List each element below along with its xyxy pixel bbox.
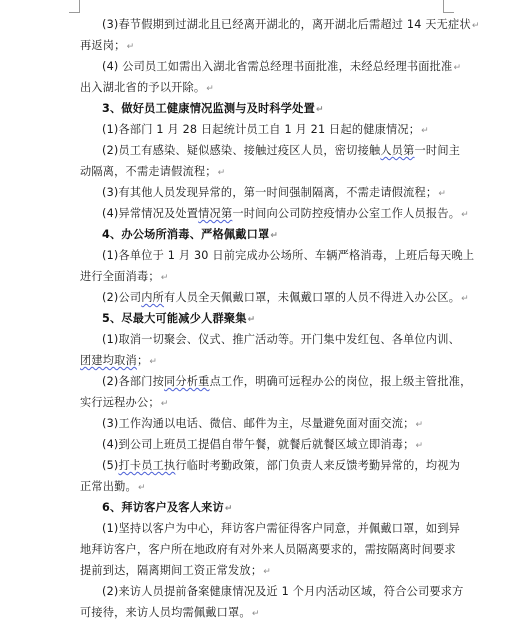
paragraph-mark-icon: ↵ [270,231,279,241]
paragraph-line: (3)工作沟通以电话、微信、邮件为主，尽量避免面对面交流；↵ [102,417,424,430]
paragraph-mark-icon: ↵ [438,189,447,199]
paragraph-line: 正常出勤。↵ [80,480,146,493]
document-body[interactable] [80,14,480,623]
paragraph-line: (2)各部门按同分析重点工作，明确可远程办公的岗位，报上级主管批准， [102,375,472,388]
paragraph-line: (4)异常情况及处置情况第一时间向公司防控疫情办公室工作人员报告。↵ [102,207,469,220]
paragraph-mark-icon: ↵ [149,357,158,367]
paragraph-mark-icon: ↵ [461,210,469,220]
paragraph-line: 进行全面消毒；↵ [80,270,169,283]
paragraph-line: (1)坚持以客户为中心，拜访客户需征得客户同意，并佩戴口罩，如到异 [102,522,461,535]
page-corner-mark-top-left [69,0,80,13]
paragraph-line: (3)有其他人员发现异常的，第一时间强制隔离，不需走请假流程；↵ [102,186,447,199]
page-corner-mark-top-right [443,0,454,13]
paragraph-line: 实行远程办公；↵ [80,396,169,409]
paragraph-line: 团建均取消；↵ [80,354,158,367]
paragraph-line: (1)取消一切聚会、仪式、推广活动等。开门集中发红包、各单位内训、 [102,333,461,346]
paragraph-line: (4)到公司上班员工提倡自带午餐，就餐后就餐区域立即消毒；↵ [102,438,424,451]
paragraph-mark-icon: ↵ [415,441,424,451]
paragraph-line: (2)公司内所有人员全天佩戴口罩，未佩戴口罩的人员不得进入办公区。↵ [102,291,469,304]
paragraph-line: (1)各部门 1 月 28 日起统计员工自 1 月 21 日起的健康情况；↵ [102,123,429,136]
paragraph-mark-icon: ↵ [471,21,480,31]
paragraph-mark-icon: ↵ [453,63,462,73]
section-heading: 3、做好员工健康情况监测与及时科学处置↵ [102,102,324,115]
paragraph-line: 提前到达，隔离期间工资正常发放；↵ [80,564,271,577]
paragraph-line: (4) 公司员工如需出入湖北省需总经理书面批准，未经总经理书面批准↵ [102,60,462,73]
paragraph-line: 可接待，来访人员均需佩戴口罩。↵ [80,606,260,619]
paragraph-mark-icon: ↵ [461,294,469,304]
paragraph-mark-icon: ↵ [160,399,169,409]
spelling-flag[interactable]: 团建均取消 [80,354,137,367]
paragraph-line: (1)各单位于 1 月 30 日前完成办公场所、车辆严格消毒，上班后每天晚上 [102,249,475,262]
paragraph-mark-icon: ↵ [217,168,226,178]
paragraph-mark-icon: ↵ [251,609,260,619]
paragraph-mark-icon: ↵ [126,42,135,52]
paragraph-line: (2)来访人员提前备案健康情况及近 1 个月内活动区域，符合公司要求方 [102,585,464,598]
spelling-flag[interactable]: 同分析重 [164,375,210,388]
section-heading: 5、尽最大可能减少人群聚集↵ [102,312,256,325]
paragraph-line: (5)打卡员工执行临时考勤政策，部门负责人来反馈考勤异常的，均视为 [102,459,461,472]
section-heading: 6、拜访客户及客人来访↵ [102,501,233,514]
paragraph-line: (2)员工有感染、疑似感染、接触过疫区人员，密切接触人员第一时间主 [102,144,461,157]
paragraph-mark-icon: ↵ [137,483,146,493]
paragraph-mark-icon: ↵ [224,504,233,514]
paragraph-mark-icon: ↵ [160,273,169,283]
paragraph-line: 再返岗；↵ [80,39,135,52]
paragraph-line: 动隔离，不需走请假流程；↵ [80,165,226,178]
paragraph-line: (3)春节假期到过湖北且已经离开湖北的，离开湖北后需超过 14 天无症状↵ [102,18,480,31]
paragraph-mark-icon: ↵ [415,420,424,430]
paragraph-mark-icon: ↵ [315,105,324,115]
spelling-flag[interactable]: 人员第 [380,144,415,157]
paragraph-line: 地拜访客户，客户所在地政府有对外来人员隔离要求的，需按隔离时间要求 [80,543,456,556]
spelling-flag[interactable]: 内所 [141,291,165,304]
paragraph-line: 出入湖北省的予以开除。↵ [80,81,215,94]
section-heading: 4、办公场所消毒、严格佩戴口罩↵ [102,228,279,241]
spelling-flag[interactable]: 情况第 [198,207,233,220]
paragraph-mark-icon: ↵ [263,567,271,577]
spelling-flag[interactable]: 打卡员工执 [118,459,176,472]
paragraph-mark-icon: ↵ [206,84,215,94]
paragraph-mark-icon: ↵ [247,315,256,325]
paragraph-mark-icon: ↵ [421,126,429,136]
